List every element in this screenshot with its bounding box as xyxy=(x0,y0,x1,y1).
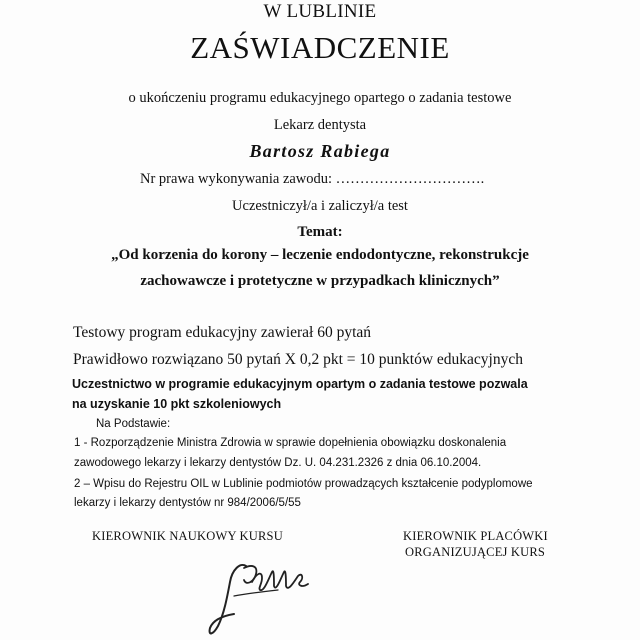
credit-statement-line-1: Uczestnictwo w programie edukacyjnym opartym o zadania testowe pozwala xyxy=(72,377,528,391)
profession: Lekarz dentysta xyxy=(273,117,367,133)
legal-basis-label: Na Podstawie: xyxy=(96,418,171,430)
topic-label: Temat: xyxy=(297,224,343,240)
legal-basis-item-1-line-2: zawodowego lekarzy i lekarzy dentystów Dz. U. 04.231.2326 z dnia 06.10.2004. xyxy=(74,457,482,469)
legal-basis-item-2-line-1: 2 – Wpisu do Rejestru OIL w Lublinie podmiotów prowadzących kształcenie podyplomowe xyxy=(74,478,533,490)
recipient-name: Bartosz Rabiega xyxy=(249,141,391,161)
legal-basis-item-1-line-1: 1 - Rozporządzenie Ministra Zdrowia w sprawie dopełnienia obowiązku doskonalenia xyxy=(74,437,507,449)
score-line: Prawidłowo rozwiązano 50 pytań X 0,2 pkt = 10 punktów edukacyjnych xyxy=(73,351,523,368)
legal-basis-item-2-line-2: lekarzy i lekarzy dentystów nr 984/2006/5/55 xyxy=(74,497,301,509)
document-title: ZAŚWIADCZENIE xyxy=(190,30,450,65)
credit-statement-line-2: na uzyskanie 10 pkt szkoleniowych xyxy=(72,397,282,411)
topic-line-2: zachowawcze i protetyczne w przypadkach klinicznych” xyxy=(140,273,500,289)
handwritten-signature xyxy=(200,552,330,640)
issuer-heading: W LUBLINIE xyxy=(263,1,377,22)
question-count-line: Testowy program edukacyjny zawierał 60 pytań xyxy=(73,324,372,341)
facility-director-title-line-2: ORGANIZUJĄCEJ KURS xyxy=(405,545,546,559)
topic-line-1: „Od korzenia do korony – leczenie endodontyczne, rekonstrukcje xyxy=(111,247,529,263)
scientific-director-title: KIEROWNIK NAUKOWY KURSU xyxy=(92,529,283,543)
participation-statement: Uczestniczył/a i zaliczył/a test xyxy=(232,198,408,214)
certificate-subtitle: o ukończeniu programu edukacyjnego opartego o zadania testowe xyxy=(128,90,512,106)
facility-director-title-line-1: KIEROWNIK PLACÓWKI xyxy=(403,529,548,543)
license-number-line: Nr prawa wykonywania zawodu: …………………………. xyxy=(140,171,485,187)
